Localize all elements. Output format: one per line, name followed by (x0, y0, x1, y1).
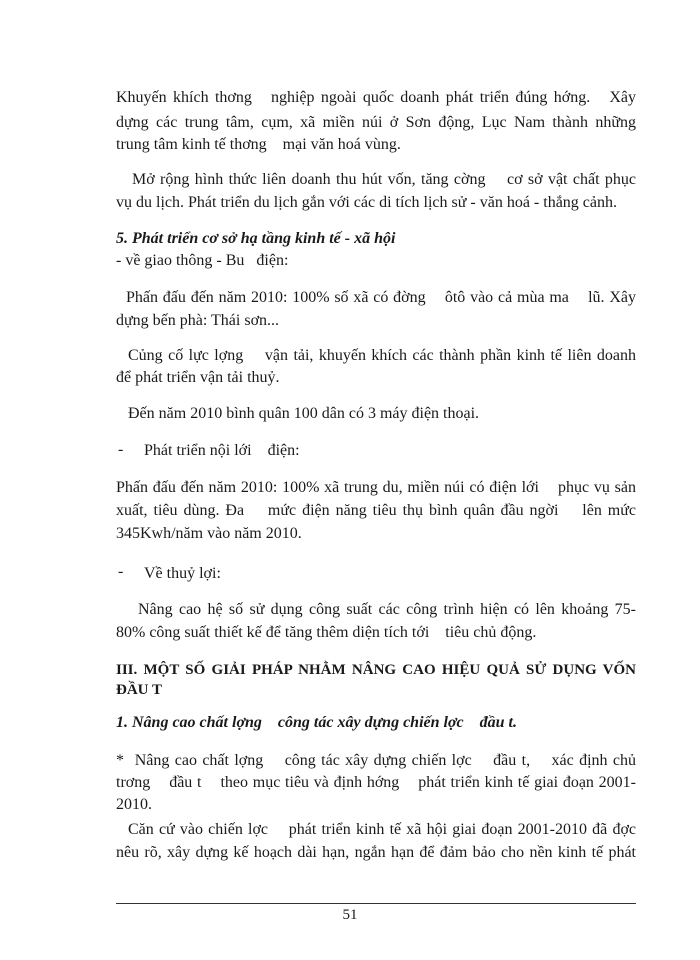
paragraph-8-line-1: * Nâng cao chất lợng công tác xây dựng chiến lợc đầu t, xác định chủ (116, 752, 636, 769)
paragraph-8-line-2: trơng đầu t theo mục tiêu và định hớng phát triển kinh tế giai đoạn 2001- (116, 774, 636, 791)
paragraph-6-line-1: Phấn đấu đến năm 2010: 100% xã trung du, miền núi có điện lới phục vụ sản (116, 479, 636, 496)
bullet-2-marker: - (118, 563, 124, 580)
paragraph-7-line-2: 80% công suất thiết kế để tăng thêm diện tích tới tiêu chủ động. (116, 624, 537, 641)
paragraph-6-line-2: xuất, tiêu dùng. Đa mức điện năng tiêu thụ bình quân đầu ngời lên mức (116, 502, 636, 519)
footer-divider (116, 903, 636, 904)
paragraph-2-line-2: vụ du lịch. Phát triển du lịch gắn với các di tích lịch sử - văn hoá - thắng cảnh. (116, 194, 617, 211)
paragraph-9-line-2: nêu rõ, xây dựng kế hoạch dài hạn, ngắn hạn để đảm bảo cho nền kinh tế phát (116, 844, 636, 861)
bullet-1-marker: - (118, 441, 124, 458)
bullet-1-text: Phát triển nội lới điện: (144, 442, 300, 459)
paragraph-4-line-1: Củng cố lực lợng vận tải, khuyến khích các thành phần kinh tế liên doanh (128, 347, 636, 364)
paragraph-6-line-3: 345Kwh/năm vào năm 2010. (116, 525, 302, 542)
page-number: 51 (342, 907, 358, 923)
section-1-heading: 1. Nâng cao chất lợng công tác xây dựng chiến lợc đầu t. (116, 714, 517, 731)
section-III-heading-line-2: ĐẦU T (116, 682, 162, 698)
paragraph-1-line-3: trung tâm kinh tế thơng mại văn hoá vùng. (116, 136, 401, 153)
paragraph-3-line-1: Phấn đấu đến năm 2010: 100% số xã có đờng ôtô vào cả mùa ma lũ. Xây (126, 289, 636, 306)
section-5-heading: 5. Phát triển cơ sở hạ tầng kinh tế - xã hội (116, 230, 396, 247)
paragraph-3-line-2: dựng bến phà: Thái sơn... (116, 312, 280, 329)
paragraph-2-line-1: Mở rộng hình thức liên doanh thu hút vốn, tăng cờng cơ sở vật chất phục (132, 171, 636, 188)
bullet-2-text: Về thuỷ lợi: (144, 565, 221, 582)
paragraph-1-line-1: Khuyến khích thơng nghiệp ngoài quốc doanh phát triển đúng hớng. Xây (116, 89, 636, 106)
section-III-heading-line-1: III. MỘT SỐ GIẢI PHÁP NHẰM NÂNG CAO HIỆU QUẢ SỬ DỤNG VỐN (116, 662, 636, 678)
paragraph-9-line-1: Căn cứ vào chiến lợc phát triển kinh tế xã hội giai đoạn 2001-2010 đã đợc (128, 821, 636, 838)
paragraph-1-line-2: dựng các trung tâm, cụm, xã miền núi ở Sơn động, Lục Nam thành những (116, 114, 636, 131)
section-5-subheading: - về giao thông - Bu điện: (116, 252, 289, 269)
paragraph-5-line-1: Đến năm 2010 bình quân 100 dân có 3 máy điện thoại. (128, 405, 480, 422)
paragraph-8-line-3: 2010. (116, 796, 152, 813)
paragraph-7-line-1: Nâng cao hệ số sử dụng công suất các công trình hiện có lên khoảng 75- (138, 601, 636, 618)
paragraph-4-line-2: để phát triển vận tải thuỷ. (116, 369, 280, 386)
